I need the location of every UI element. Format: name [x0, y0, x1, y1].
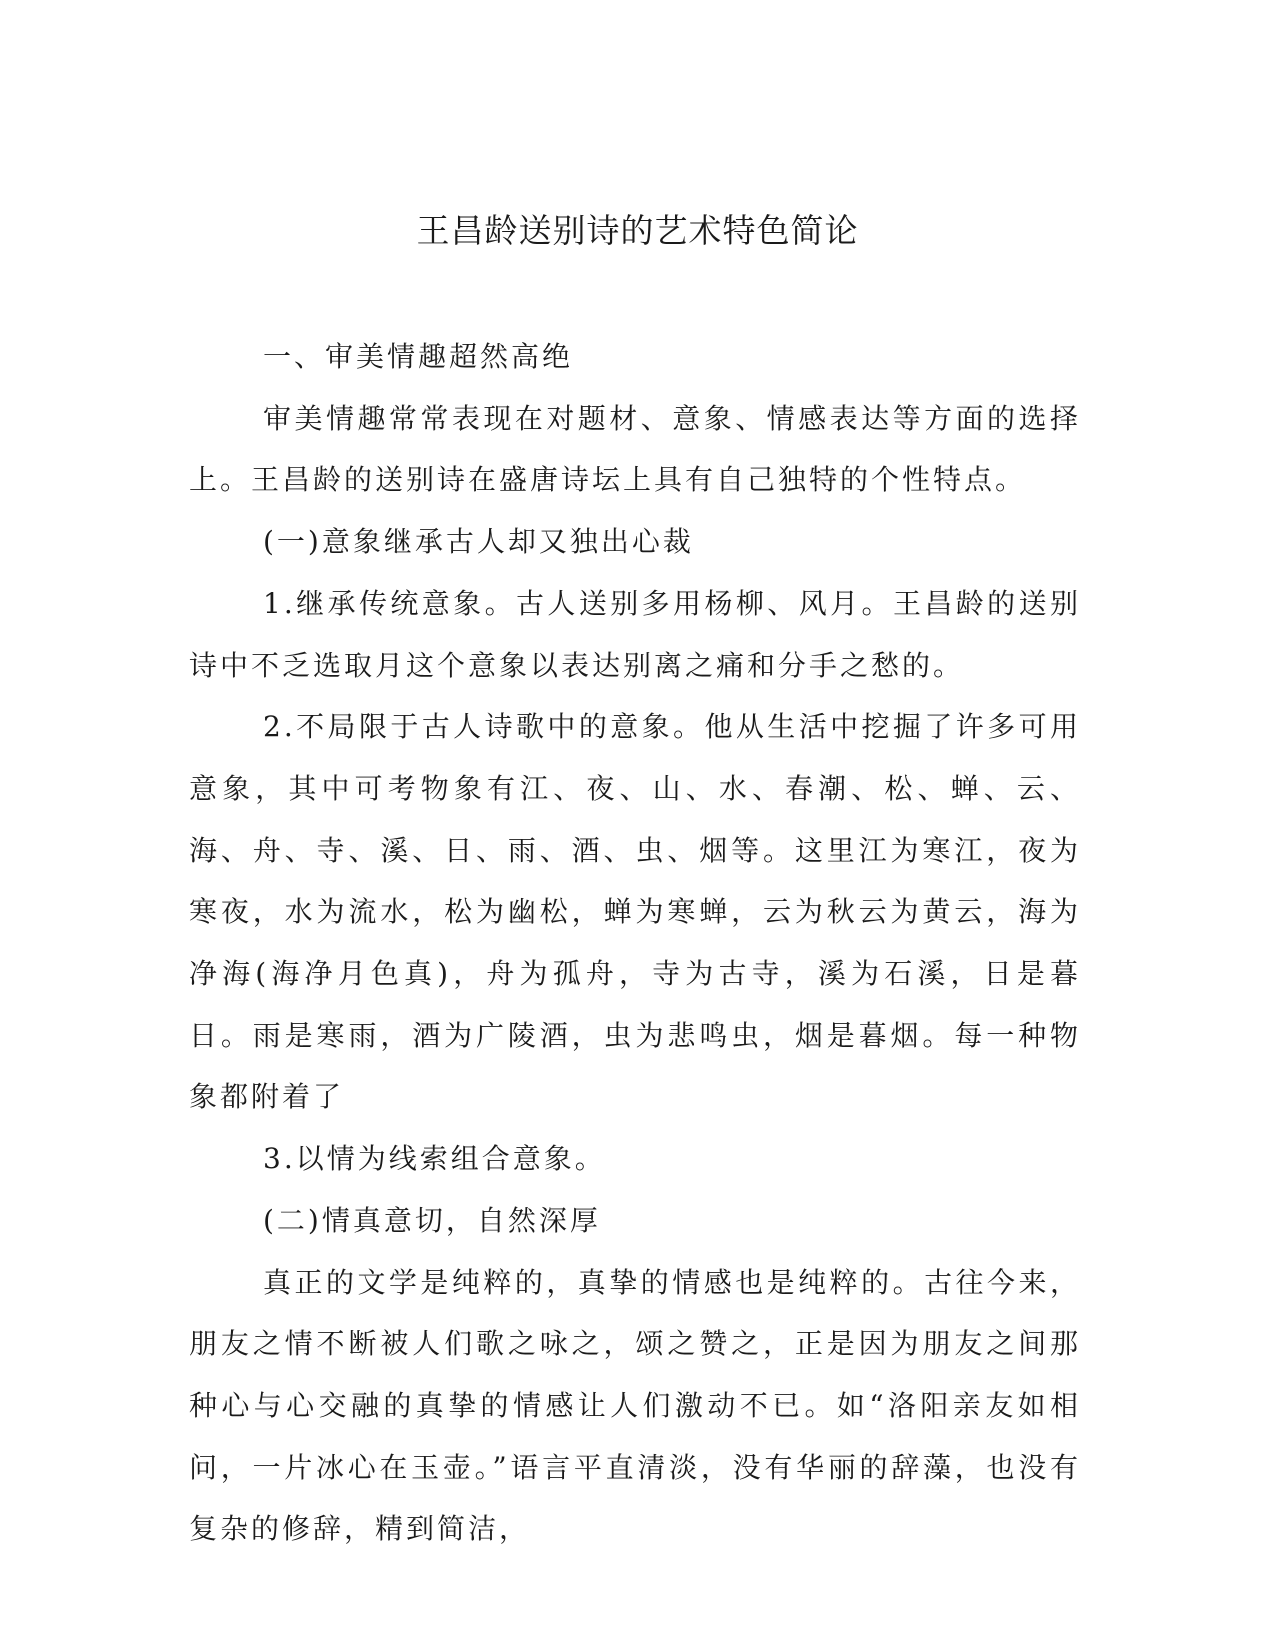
- body-paragraph: 3.以情为线索组合意象。: [263, 1142, 606, 1176]
- body-paragraph: 2.不局限于古人诗歌中的意象。他从生活中挖掘了许多可用意象，其中可考物象有江、夜、山、水、春潮、松、蝉、云、海、舟、寺、溪、日、雨、酒、虫、烟等。这里江为寒江，夜为寒夜，水为流水，松为幽松，蝉为寒蝉，云为秋云为黄云，海为净海(海净月色真)，舟为孤舟，寺为古寺，溪为石溪，日是暮日。雨是寒雨，酒为广陵酒，虫为悲鸣虫，烟是暮烟。每一种物象都附着了: [189, 710, 1081, 1114]
- section-heading: 一、审美情趣超然高绝: [263, 340, 574, 373]
- body-paragraph: 审美情趣常常表现在对题材、意象、情感表达等方面的选择上。王昌龄的送别诗在盛唐诗坛上具有自己独特的个性特点。: [189, 401, 1081, 497]
- subsection-heading: (二)情真意切，自然深厚: [263, 1203, 601, 1237]
- body-paragraph: 真正的文学是纯粹的，真挚的情感也是纯粹的。古往今来，朋友之情不断被人们歌之咏之，颂之赞之，正是因为朋友之间那种心与心交融的真挚的情感让人们激动不已。如“洛阳亲友如相问，一片冰心在玉壶。”语言平直清淡，没有华丽的辞藻，也没有复杂的修辞，精到简洁，: [189, 1265, 1081, 1546]
- body-paragraph: 1.继承传统意象。古人送别多用杨柳、风月。王昌龄的送别诗中不乏选取月这个意象以表达别离之痛和分手之愁的。: [189, 586, 1081, 682]
- document-title: 王昌龄送别诗的艺术特色简论: [416, 211, 859, 250]
- subsection-heading: (一)意象继承古人却又独出心裁: [263, 525, 694, 559]
- document-body: [189, 326, 1081, 1560]
